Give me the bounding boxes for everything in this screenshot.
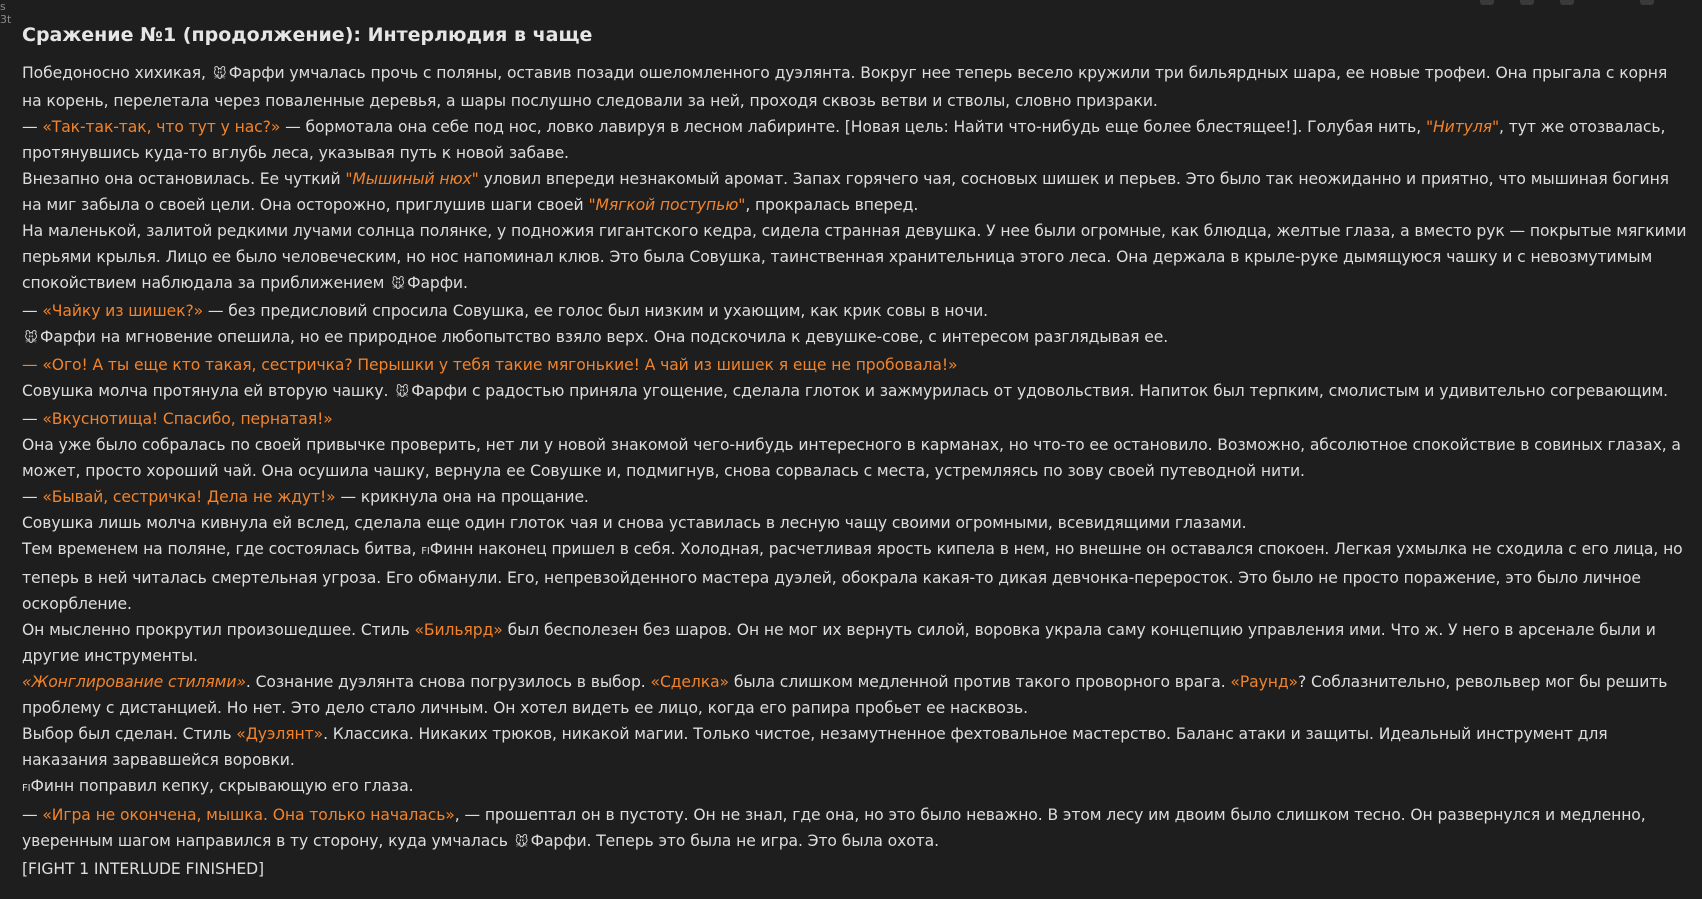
quote: «Так-так-так, что тут у нас?» — [42, 118, 281, 136]
toolbar-icon[interactable] — [1520, 0, 1534, 5]
paragraph: Победоносно хихикая, 🐭 Фарфи умчалась прочь с поляны, оставив позади ошеломленного дуэлянта. Вокруг нее теперь весело кружили три бильярдных шара, ее новые трофеи. Она прыгала с корня на корень, перелетала через поваленные деревья, а шары послушно следовали за ней, проходя сквозь ветви и стволы, словно призраки. — [22, 64, 1668, 110]
paragraph: — «Бывай, сестричка! Дела не ждут!» — крикнула она на прощание. — [22, 488, 589, 506]
paragraph: — «Вкуснотища! Спасибо, пернатая!» — [22, 410, 333, 428]
mouse-icon: 🐭 — [514, 835, 529, 850]
left-panel-fragment — [0, 0, 12, 26]
skill-name: "Мышиный нюх" — [345, 170, 479, 188]
fi-icon: FI — [22, 783, 31, 794]
paragraph: Он мысленно прокрутил произошедшее. Стиль «Бильярд» был бесполезен без шаров. Он не мог их вернуть силой, воровка украла саму концепцию управления ими. Что ж. У него в арсенале были и другие инструменты. — [22, 621, 1656, 665]
paragraph: Тем временем на поляне, где состоялась битва, FIФинн наконец пришел в себя. Холодная, расчетливая ярость кипела в нем, но внешне он оставался спокоен. Легкая ухмылка не сходила с его лица, но теперь в ней читалась смертельная угроза. Его обманули. Его, непревзойденного мастера дуэлей, обокрала какая-то дикая девчонка-переросток. Это было не просто поражение, это было личное оскорбление. — [22, 540, 1683, 613]
paragraph: FIФинн поправил кепку, скрывающую его глаза. — [22, 777, 414, 795]
style-name: «Раунд» — [1230, 673, 1298, 691]
paragraph: «Жонглирование стилями». Сознание дуэлянта снова погрузилось в выбор. «Сделка» была слишком медленной против такого проворного врага. «Раунд»? Соблазнительно, револьвер мог бы решить проблему с дистанцией. Но нет. Это дело стало личным. Он хотел видеть ее лицо, когда его рапира пробьет ее насквозь. — [22, 673, 1668, 717]
style-name: «Дуэлянт» — [236, 725, 324, 743]
mouse-icon: 🐭 — [391, 277, 405, 292]
message-content — [22, 22, 1690, 882]
left-fragment-text: 3t — [0, 13, 12, 26]
page-title: Сражение №1 (продолжение): Интерлюдия в чаще — [22, 24, 593, 46]
skill-name: «Жонглирование стилями» — [22, 673, 246, 691]
fi-icon: FI — [421, 546, 430, 557]
paragraph: [FIGHT 1 INTERLUDE FINISHED] — [22, 860, 265, 878]
skill-name: "Мягкой поступью" — [588, 196, 746, 214]
quote: «Бывай, сестричка! Дела не ждут!» — [42, 488, 336, 506]
mouse-icon: 🐭 — [24, 331, 38, 346]
quote: — «Ого! А ты еще кто такая, сестричка? Перышки у тебя такие мягонькие! А чай из шишек я еще не пробовала!» — [22, 356, 958, 374]
mouse-icon: 🐭 — [212, 67, 227, 82]
toolbar-icon[interactable] — [1640, 0, 1654, 5]
top-toolbar-fragment — [0, 0, 1702, 10]
quote: «Игра не окончена, мышка. Она только началась» — [42, 806, 455, 824]
skill-name: "Нитуля" — [1425, 118, 1500, 136]
paragraph: — «Так-так-так, что тут у нас?» — бормотала она себе под нос, ловко лавируя в лесном лабиринте. [Новая цель: Найти что-нибудь еще более блестящее!]. Голубая нить, "Нитуля", тут же отозвалась, протянувшись куда-то вглубь леса, указывая путь к новой забаве. — [22, 118, 1666, 162]
paragraph: На маленькой, залитой редкими лучами солнца полянке, у подножия гигантского кедра, сидела странная девушка. У нее были огромные, как блюдца, желтые глаза, а вместо рук — покрытые мягкими перьями крылья. Лицо ее было человеческим, но нос напоминал клюв. Это была Совушка, таинственная хранительница этого леса. Она держала в крыле-руке дымящуюся чашку и с невозмутимым спокойствием наблюдала за приближением 🐭 Фарфи. — [22, 218, 1690, 298]
mouse-icon: 🐭 — [395, 385, 409, 400]
paragraph: Совушка молча протянула ей вторую чашку. 🐭 Фарфи с радостью приняла угощение, сделала глоток и зажмурилась от удовольствия. Напиток был терпким, смолистым и удивительно согревающим. — [22, 378, 1690, 406]
paragraph — [22, 352, 1690, 378]
quote: «Вкуснотища! Спасибо, пернатая!» — [42, 410, 333, 428]
quote: «Чайку из шишек?» — [42, 302, 204, 320]
style-name: «Сделка» — [650, 673, 730, 691]
style-name: «Бильярд» — [414, 621, 503, 639]
paragraph: Она уже было собралась по своей привычке проверить, нет ли у новой знакомой чего-нибудь интересного в карманах, но что-то ее остановило. Возможно, абсолютное спокойствие в совиных глазах, а может, просто хороший чай. Она осушила чашку, вернула ее Совушке и, подмигнув, снова сорвалась с места, устремляясь по зову своей путеводной нити. — [22, 436, 1681, 480]
toolbar-icon[interactable] — [1480, 0, 1494, 5]
paragraph: Выбор был сделан. Стиль «Дуэлянт». Классика. Никаких трюков, никакой магии. Только чистое, незамутненное фехтовальное мастерство. Баланс атаки и защиты. Идеальный инструмент для наказания зарвавшейся воровки. — [22, 725, 1608, 769]
paragraph: — «Чайку из шишек?» — без предисловий спросила Совушка, ее голос был низким и ухающим, как крик совы в ночи. — [22, 302, 988, 320]
paragraph: 🐭 Фарфи на мгновение опешила, но ее природное любопытство взяло верх. Она подскочила к девушке-сове, с интересом разглядывая ее. — [22, 324, 1690, 352]
left-fragment-text: s — [0, 0, 6, 13]
paragraph: Внезапно она остановилась. Ее чуткий "Мышиный нюх" уловил впереди незнакомый аромат. Запах горячего чая, сосновых шишек и перьев. Это было так неожиданно и приятно, что мышиная богиня на миг забыла о своей цели. Она осторожно, приглушив шаги своей "Мягкой поступью", прокралась вперед. — [22, 170, 1669, 214]
paragraph: — «Игра не окончена, мышка. Она только началась», — прошептал он в пустоту. Он не знал, где она, но это было неважно. В этом лесу им двоим было слишком тесно. Он развернулся и медленно, уверенным шагом направился в ту сторону, куда умчалась 🐭 Фарфи. Теперь это была не игра. Это была охота. — [22, 802, 1690, 856]
paragraph: Совушка лишь молча кивнула ей вслед, сделала еще один глоток чая и снова уставилась в лесную чащу своими огромными, всевидящими глазами. — [22, 514, 1247, 532]
toolbar-icon[interactable] — [1560, 0, 1574, 5]
